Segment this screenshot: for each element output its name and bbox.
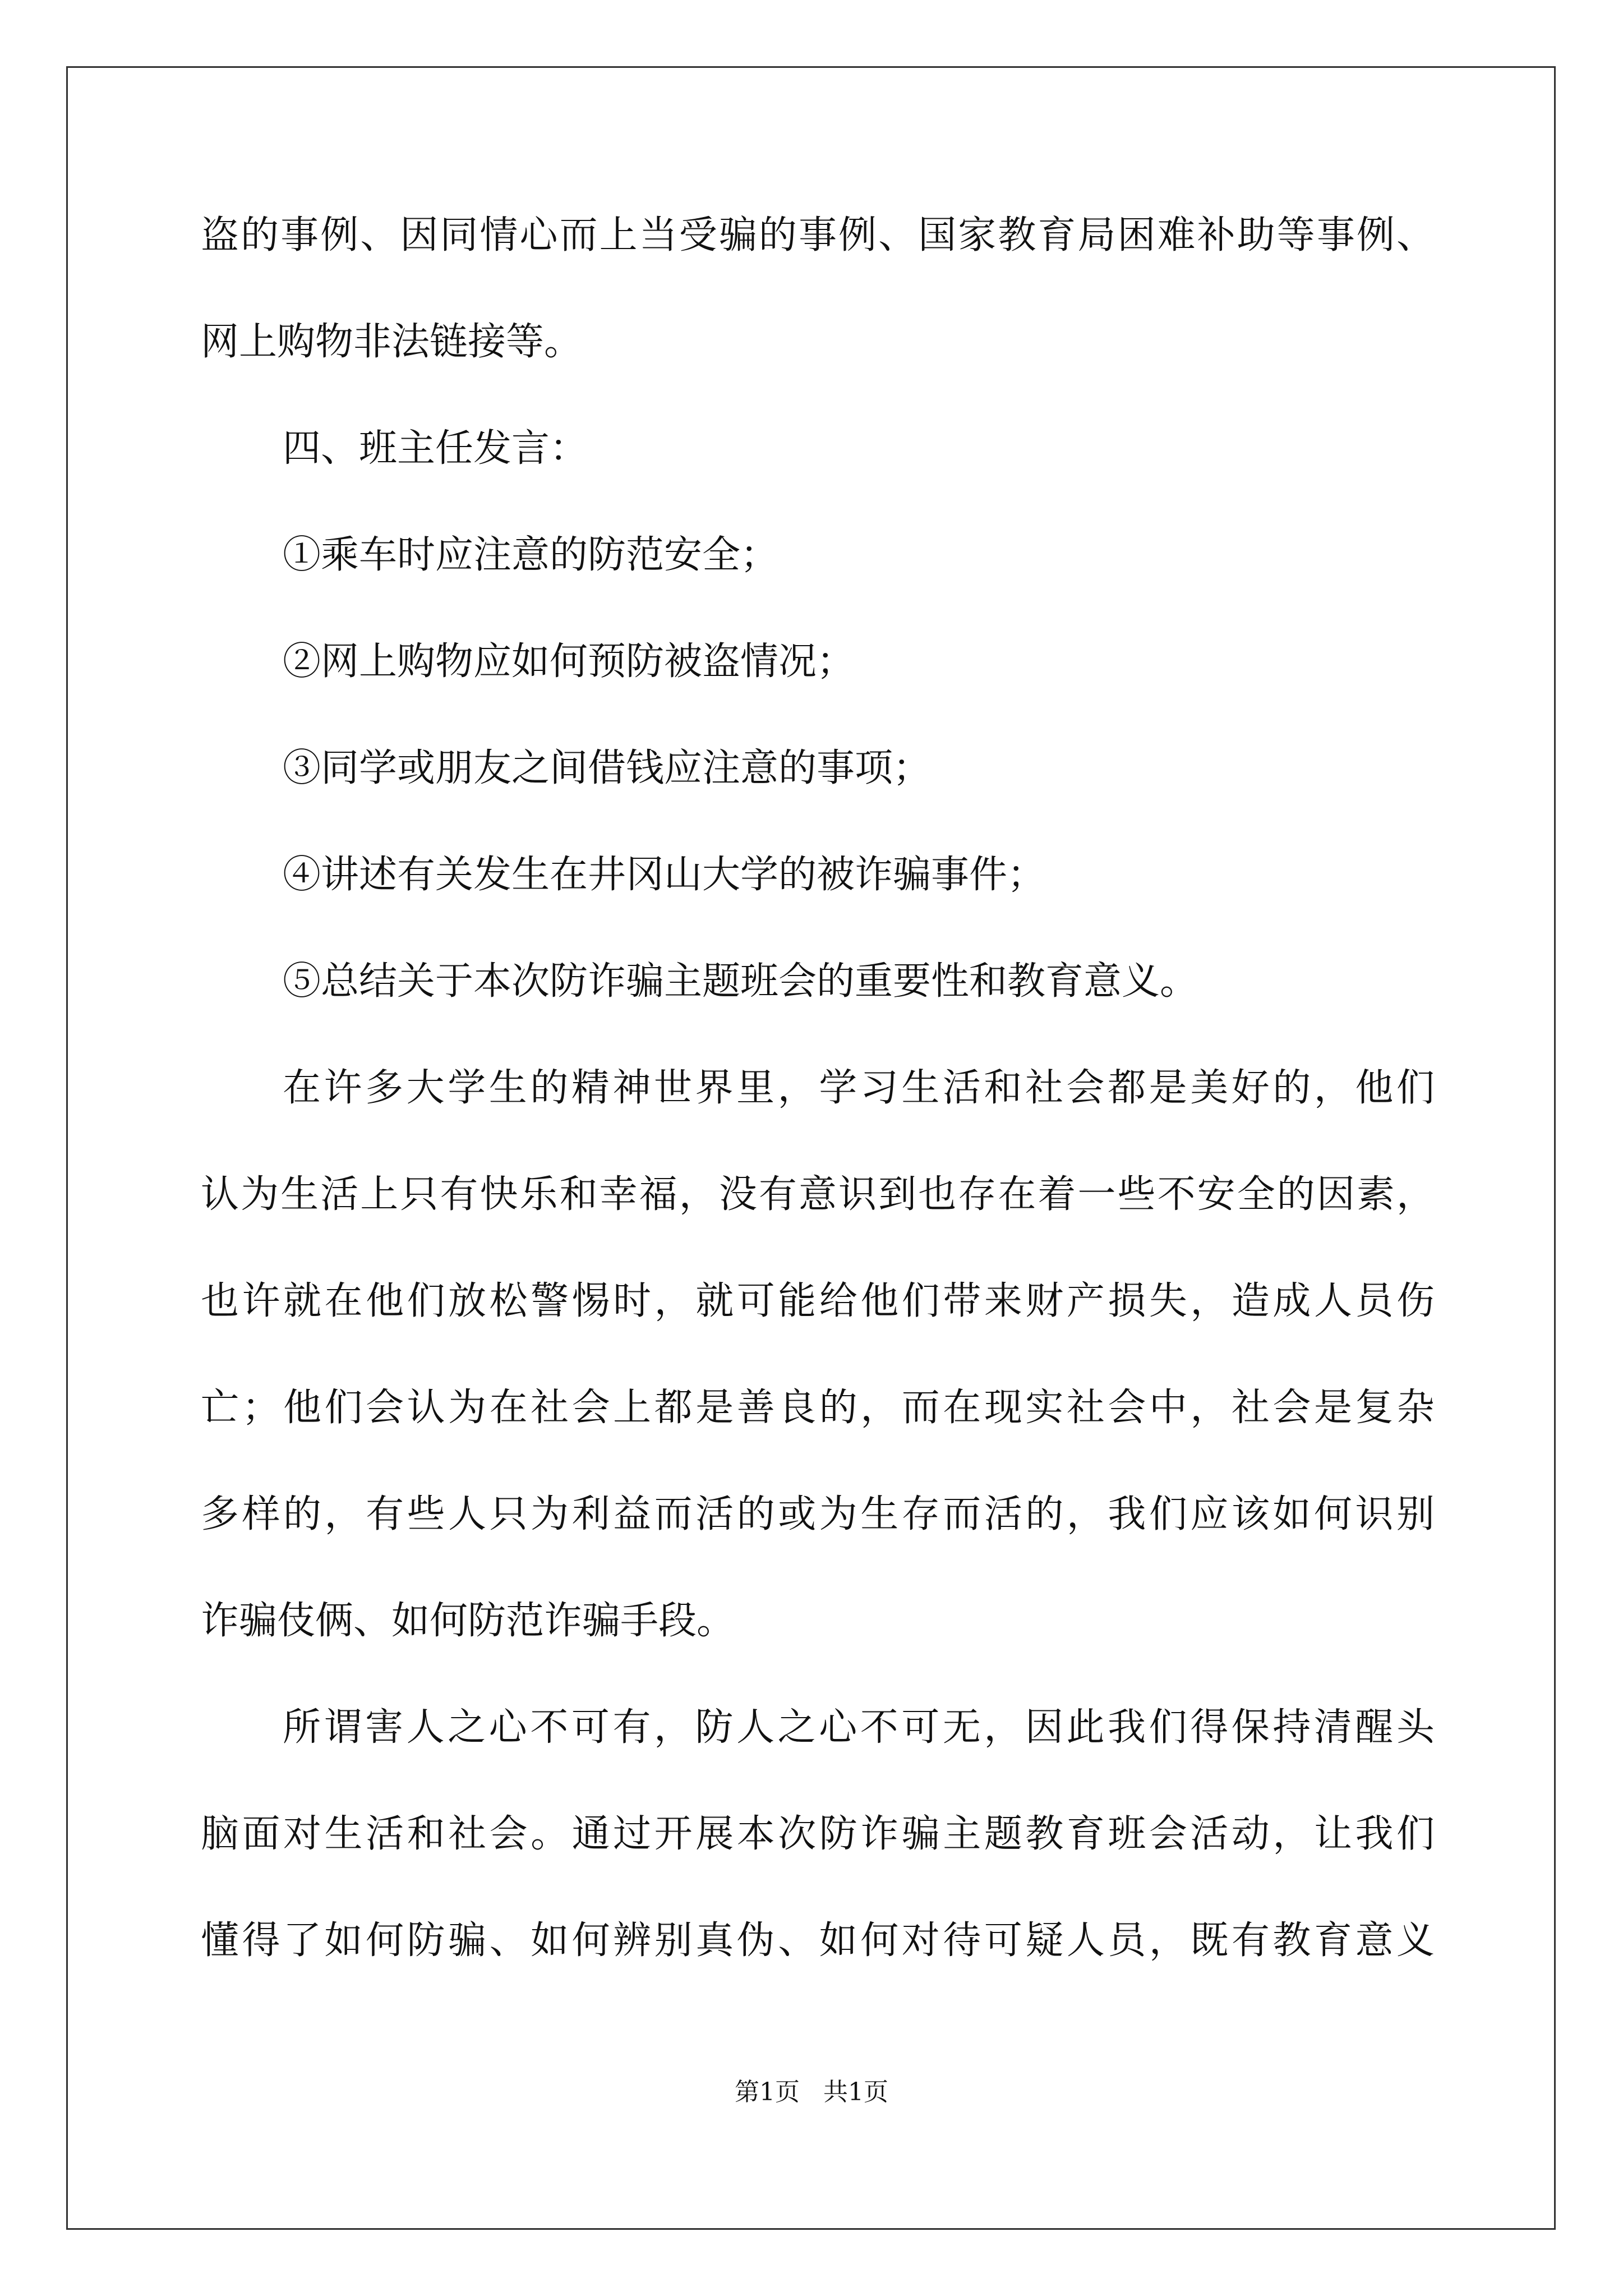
text-line: 多样的，有些人只为利益而活的或为生存而活的，我们应该如何识别 <box>201 1492 1435 1536</box>
text-line: 脑面对生活和社会。通过开展本次防诈骗主题教育班会活动，让我们 <box>201 1812 1435 1856</box>
list-item: ②网上购物应如何预防被盗情况； <box>283 639 855 684</box>
page-number: 第1页 共1页 <box>735 2078 888 2106</box>
text-line: 亡；他们会认为在社会上都是善良的，而在现实社会中，社会是复杂 <box>201 1386 1435 1430</box>
text-line: 所谓害人之心不可有，防人之心不可无，因此我们得保持清醒头 <box>283 1705 1435 1750</box>
list-item: ③同学或朋友之间借钱应注意的事项； <box>283 746 932 790</box>
text-line: 在许多大学生的精神世界里，学习生活和社会都是美好的，他们 <box>283 1066 1435 1110</box>
page-border <box>66 66 1556 2230</box>
text-line: 盗的事例、因同情心而上当受骗的事例、国家教育局困难补助等事例、 <box>201 213 1435 257</box>
text-line: 认为生活上只有快乐和幸福，没有意识到也存在着一些不安全的因素， <box>201 1172 1435 1217</box>
text-line: 网上购物非法链接等。 <box>201 320 583 364</box>
list-item: ①乘车时应注意的防范安全； <box>283 533 779 577</box>
text-line: 也许就在他们放松警惕时，就可能给他们带来财产损失，造成人员伤 <box>201 1279 1435 1323</box>
section-heading: 四、班主任发言： <box>283 426 588 471</box>
list-item: ⑤总结关于本次防诈骗主题班会的重要性和教育意义。 <box>283 959 1198 1004</box>
list-item: ④讲述有关发生在井冈山大学的被诈骗事件； <box>283 853 1046 897</box>
text-line: 懂得了如何防骗、如何辨别真伪、如何对待可疑人员，既有教育意义 <box>201 1918 1435 1963</box>
text-line: 诈骗伎俩、如何防范诈骗手段。 <box>201 1599 735 1643</box>
page-footer <box>0 2076 1623 2109</box>
